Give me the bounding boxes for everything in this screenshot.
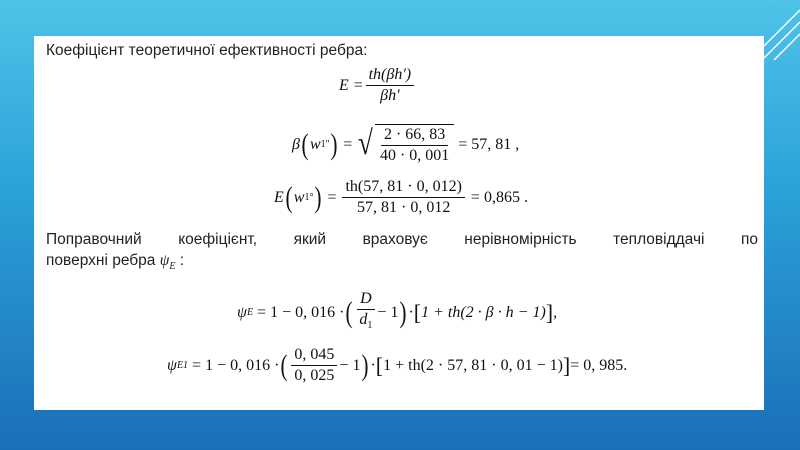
eq5-psi-sub: E1	[176, 360, 189, 371]
eq4-minus1: − 1	[377, 303, 399, 321]
eq2-equals: =	[339, 135, 357, 153]
eq4-numerator: D	[357, 290, 375, 310]
eq3-denominator: 57, 81 · 0, 012	[357, 199, 451, 216]
paragraph-symbol: ψ	[159, 252, 170, 269]
eq5-fraction	[291, 346, 337, 385]
eq5-result: = 0, 985.	[570, 356, 628, 374]
correction-paragraph	[46, 229, 758, 277]
eq2-beta: β	[292, 135, 300, 153]
eq3-arg-sub: 1	[304, 192, 310, 203]
eq3-equals: =	[323, 188, 341, 206]
eq3-E: E	[274, 188, 284, 206]
eq4-end: ,	[553, 303, 558, 321]
eq2-lparen: (	[301, 127, 309, 161]
eq2-denominator: 40 · 0, 001	[379, 147, 450, 164]
eq4-denominator: d	[359, 311, 368, 328]
eq1-numerator: th(βh')	[366, 66, 415, 86]
eq2-result: = 57, 81 ,	[458, 135, 520, 153]
eq2-fraction	[377, 126, 452, 165]
eq3-numerator: th(57, 81 · 0, 012)	[342, 178, 464, 198]
eq5-minus1: − 1	[339, 356, 361, 374]
eq4-psi-sub: E	[246, 307, 254, 318]
equation-efficiency-value	[274, 178, 528, 217]
eq5-part1: = 1 − 0, 016 ·	[192, 356, 280, 374]
eq2-numerator: 2 · 66, 83	[381, 126, 448, 146]
paragraph-line-2	[46, 250, 758, 277]
eq3-result: = 0,865 .	[470, 188, 528, 206]
eq3-arg: w	[293, 188, 305, 206]
eq4-denominator-sub: 1	[367, 320, 373, 331]
eq5-dot: ·	[370, 356, 376, 374]
eq1-fraction	[366, 66, 415, 105]
eq3-lparen: (	[285, 180, 293, 214]
paragraph-symbol-sub: E	[169, 261, 176, 272]
eq1-lhs: E =	[339, 76, 364, 94]
equation-psi-value: ψ E1 = 1 − 0, 016 · ( $\frac{0, 045}{0, 025}$ − 1 ) · [ 1 + th(2 · 57, 81 · 0, 01 − 1) ] = 0, 985.	[167, 346, 628, 384]
eq4-fraction	[356, 290, 375, 335]
eq5-denominator: 0, 025	[294, 367, 335, 384]
equation-beta	[292, 124, 519, 165]
eq5-numerator: 0, 045	[291, 346, 337, 366]
eq2-sqrt	[356, 124, 454, 165]
eq2-arg-sup: ''	[325, 139, 330, 150]
equation-psi-general: ψ E = 1 − 0, 016 · ( $\frac{D}{d_1}$ − 1 ) · [ 1 + th(2 · β · h − 1) ] ,	[237, 290, 557, 335]
eq3-rparen: )	[314, 180, 322, 214]
eq1-denominator: βh'	[380, 87, 400, 104]
slide-content	[34, 36, 764, 410]
eq4-bracket: 1 + th(2 · β · h − 1)	[421, 303, 546, 321]
eq4-dot: ·	[408, 303, 414, 321]
eq4-psi: ψ	[237, 303, 247, 321]
eq3-arg-sup: °	[309, 192, 314, 203]
eq2-arg-sub: 1	[320, 139, 326, 150]
eq2-rparen: )	[330, 127, 338, 161]
eq4-part1: = 1 − 0, 016 ·	[257, 303, 345, 321]
heading-text: Коефіцієнт теоретичної ефективності ребра:	[46, 42, 368, 59]
eq2-arg: w	[309, 135, 321, 153]
eq5-bracket: 1 + th(2 · 57, 81 · 0, 01 − 1)	[383, 356, 563, 374]
paragraph-colon: :	[179, 252, 185, 269]
equation-efficiency	[339, 66, 416, 105]
paragraph-line-2-text: поверхні ребра	[46, 252, 156, 269]
sqrt-icon: √	[358, 125, 374, 162]
paragraph-line-1: Поправочний коефіцієнт, який враховує нерівномірність тепловіддачі по	[46, 231, 758, 248]
eq3-fraction	[342, 178, 464, 217]
eq5-psi: ψ	[167, 356, 177, 374]
